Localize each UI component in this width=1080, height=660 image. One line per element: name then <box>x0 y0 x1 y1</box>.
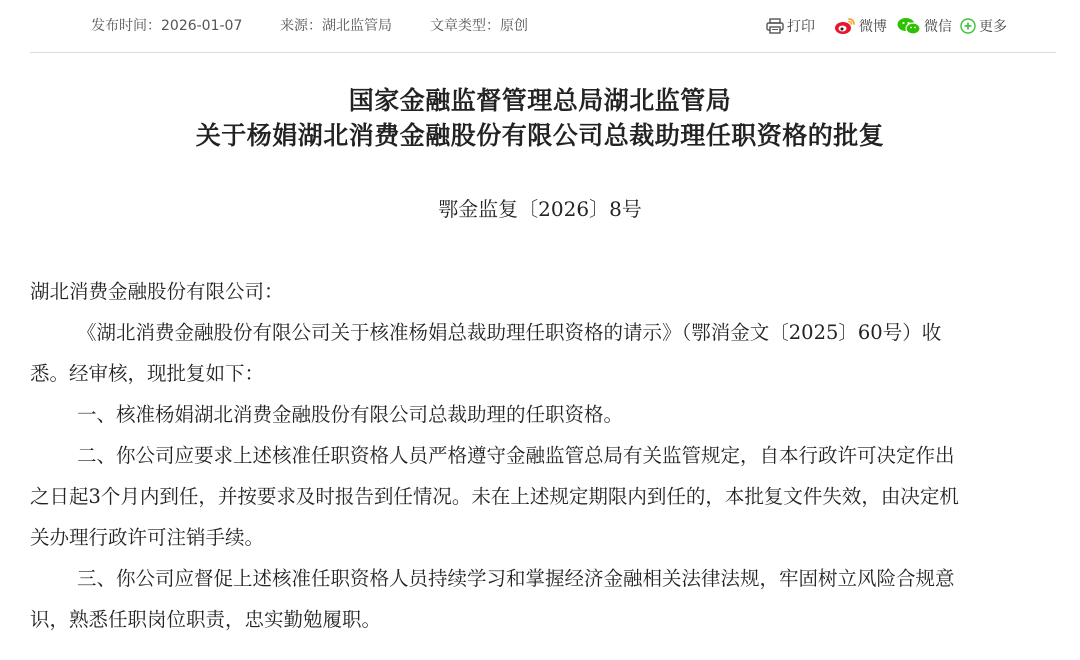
weibo-icon <box>834 17 856 35</box>
addressee: 湖北消费金融股份有限公司： <box>30 280 284 303</box>
paragraph-request-cont: 悉。经审核，现批复如下： <box>30 362 265 385</box>
plus-circle-icon <box>960 18 976 34</box>
print-button[interactable] <box>766 15 815 37</box>
article-type: 文章类型：原创 <box>430 18 528 34</box>
document-number: 鄂金监复〔2026〕8号 <box>438 197 642 221</box>
wechat-label: 微信 <box>924 19 952 35</box>
more-label: 更多 <box>979 19 1007 35</box>
publish-time: 发布时间：2026-01-07 <box>91 18 243 34</box>
approval-item-2-end: 关办理行政许可注销手续。 <box>30 526 265 549</box>
weibo-label: 微博 <box>859 19 887 35</box>
approval-item-2-cont: 之日起3个月内到任，并按要求及时报告到任情况。未在上述规定期限内到任的，本批复文件失效，由决定机 <box>30 485 959 508</box>
title-issuer: 国家金融监督管理总局湖北监管局 <box>348 86 732 115</box>
print-label: 打印 <box>787 19 815 35</box>
printer-icon <box>766 18 784 34</box>
paragraph-request: 《湖北消费金融股份有限公司关于核准杨娟总裁助理任职资格的请示》（鄂消金文〔2025〕60号）收 <box>77 321 942 344</box>
wechat-icon <box>897 17 921 35</box>
approval-item-3-cont: 识，熟悉任职岗位职责，忠实勤勉履职。 <box>30 608 382 631</box>
weibo-share-button[interactable] <box>834 15 887 37</box>
wechat-share-button[interactable] <box>897 15 952 37</box>
title-subject: 关于杨娟湖北消费金融股份有限公司总裁助理任职资格的批复 <box>195 121 885 150</box>
approval-item-3: 三、你公司应督促上述核准任职资格人员持续学习和掌握经济金融相关法律法规，牢固树立风险合规意 <box>77 567 955 590</box>
source: 来源：湖北监管局 <box>280 18 392 34</box>
more-share-button[interactable] <box>960 15 1007 37</box>
approval-item-1: 一、核准杨娟湖北消费金融股份有限公司总裁助理的任职资格。 <box>77 403 624 426</box>
approval-item-2: 二、你公司应要求上述核准任职资格人员严格遵守金融监管总局有关监管规定，自本行政许可决定作出 <box>77 444 955 467</box>
